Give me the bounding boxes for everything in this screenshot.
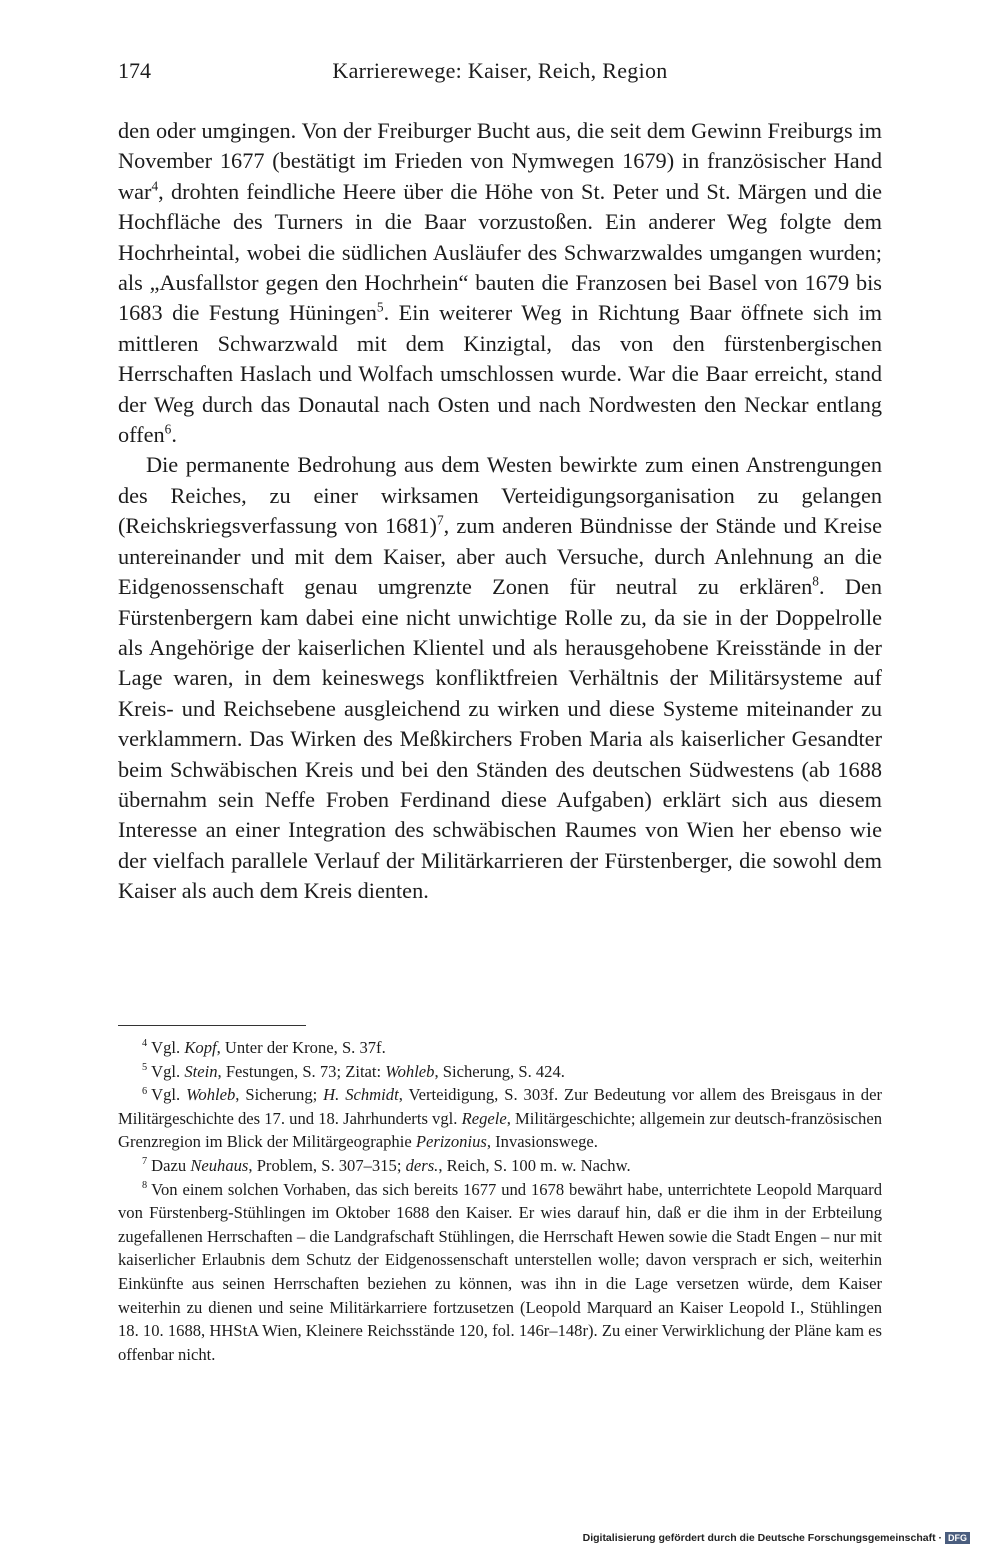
digitization-credit xyxy=(583,1532,970,1544)
footnote-divider xyxy=(118,1025,306,1026)
footnotes xyxy=(118,1036,882,1366)
footnote-8: $^8$ Von einem solchen Vorhaben, das sich bereits 1677 und 1678 bewährt habe, unterrichtete Leopold Marquard von Fürstenberg-Stühlingen im Oktober 1688 den Kaiser. Er wies darauf hin, daß er die ihm in der Erbteilung zugefallenen Herrschaften – die Landgrafschaft Stühlingen, die Herrschaft Hewen sowie die Stadt Engen – nur mit kaiserlicher Erlaubnis dem Schutz der Eidgenossenschaft unterstellen wolle; davon versprach er sich, weiterhin Einkünfte aus seinen Herrschaften beziehen zu können, was ihn in die Lage versetzen würde, dem Kaiser weiterhin zu dienen und seine Militärkarriere fortzusetzen (Leopold Marquard an Kaiser Leopold I., Stühlingen 18. 10. 1688, HHStA Wien, Kleinere Reichsstände 120, fol. 146r–148r). Zu einer Verwirklichung der Pläne kam es offenbar nicht. xyxy=(118,1179,882,1364)
footnote-7: $^7$ Dazu Neuhaus, Problem, S. 307–315; ders., Reich, S. 100 m. w. Nachw. xyxy=(142,1155,631,1175)
footnote-5: $^5$ Vgl. Stein, Festungen, S. 73; Zitat: Wohleb, Sicherung, S. 424. xyxy=(142,1061,565,1081)
footnote-ref-6[interactable]: 6 xyxy=(164,421,172,437)
footnote-ref-7[interactable]: 7 xyxy=(436,512,444,528)
footnote-ref-4[interactable]: 4 xyxy=(151,178,159,194)
main-text xyxy=(118,116,882,907)
dfg-logo-icon: DFG xyxy=(945,1532,970,1544)
page-header xyxy=(118,58,882,88)
page-number: 174 xyxy=(118,58,151,83)
footnote-4: $^4$ Vgl. Kopf, Unter der Krone, S. 37f. xyxy=(142,1038,386,1057)
running-title: Karrierewege: Kaiser, Reich, Region xyxy=(332,58,668,83)
footnote-6: $^6$ Vgl. Wohleb, Sicherung; H. Schmidt, Verteidigung, S. 303f. Zur Bedeutung vor allem des Breisgaus in der Militärgeschichte des 17. und 18. Jahrhunderts vgl. Regele, Militärgeschichte; allgemein zur deutsch-französischen Grenzregion im Blick der Militärgeographie Perizonius, Invasionswege. xyxy=(118,1085,882,1152)
footnote-ref-8[interactable]: 8 xyxy=(812,573,819,589)
paragraph-2: Die permanente Bedrohung aus dem Westen bewirkte zum einen Anstrengungen des Reiches, zu einer wirksamen Verteidigungsorganisation zu gelangen (Reichskriegsverfassung von 1681)$^7$, zum anderen Bündnisse der Stände und Kreise untereinander und mit dem Kaiser, aber auch Versuche, durch Anlehnung an die Eidgenossenschaft genau umgrenzte Zonen für neutral zu erklären$^8$. Den Fürstenbergern kam dabei eine nicht unwichtige Rolle zu, da sie in der Doppelrolle als Angehörige der kaiserlichen Klientel und als herausgehobene Kreisstände in der Lage waren, in dem keineswegs konfliktfreien Verhältnis der Militärsysteme auf Kreis- und Reichsebene ausgleichend zu wirken und diese Systeme miteinander zu verklammern. Das Wirken des Meßkirchers Froben Maria als kaiserlicher Gesandter beim Schwäbischen Kreis und bei den Ständen des deutschen Südwestens (ab 1688 übernahm sein Neffe Froben Ferdinand diese Aufgaben) erklärt sich aus diesem Interesse an einer Integration des schwäbischen Raumes von Wien her ebenso wie der vielfach parallele Verlauf der Militärkarrieren der Fürstenberger, die sowohl dem Kaiser als auch dem Kreis dienten. xyxy=(118,452,883,904)
credit-text: Digitalisierung gefördert durch die Deutsche Forschungsgemeinschaft · xyxy=(582,1532,942,1544)
paragraph-1: den oder umgingen. Von der Freiburger Bucht aus, die seit dem Gewinn Freiburgs im November 1677 (bestätigt im Frieden von Nymwegen 1679) in französischer Hand war$^4$, drohten feindliche Heere über die Höhe von St. Peter und St. Märgen und die Hochfläche des Turners in die Baar vorzustoßen. Ein anderer Weg folgte dem Hochrheintal, wobei die südlichen Ausläufer des Schwarzwaldes umgangen wurden; als „Ausfallstor gegen den Hochrhein“ bauten die Franzosen bei Basel von 1679 bis 1683 die Festung Hüningen$^5$. Ein weiterer Weg in Richtung Baar öffnete sich im mittleren Schwarzwald mit dem Kinzigtal, das von den fürstenbergischen Herrschaften Haslach und Wolfach umschlossen wurde. War die Baar erreicht, stand der Weg durch das Donautal nach Osten und nach Nordwesten den Neckar entlang offen$^6$. xyxy=(118,118,882,448)
footnote-ref-5[interactable]: 5 xyxy=(376,300,384,316)
